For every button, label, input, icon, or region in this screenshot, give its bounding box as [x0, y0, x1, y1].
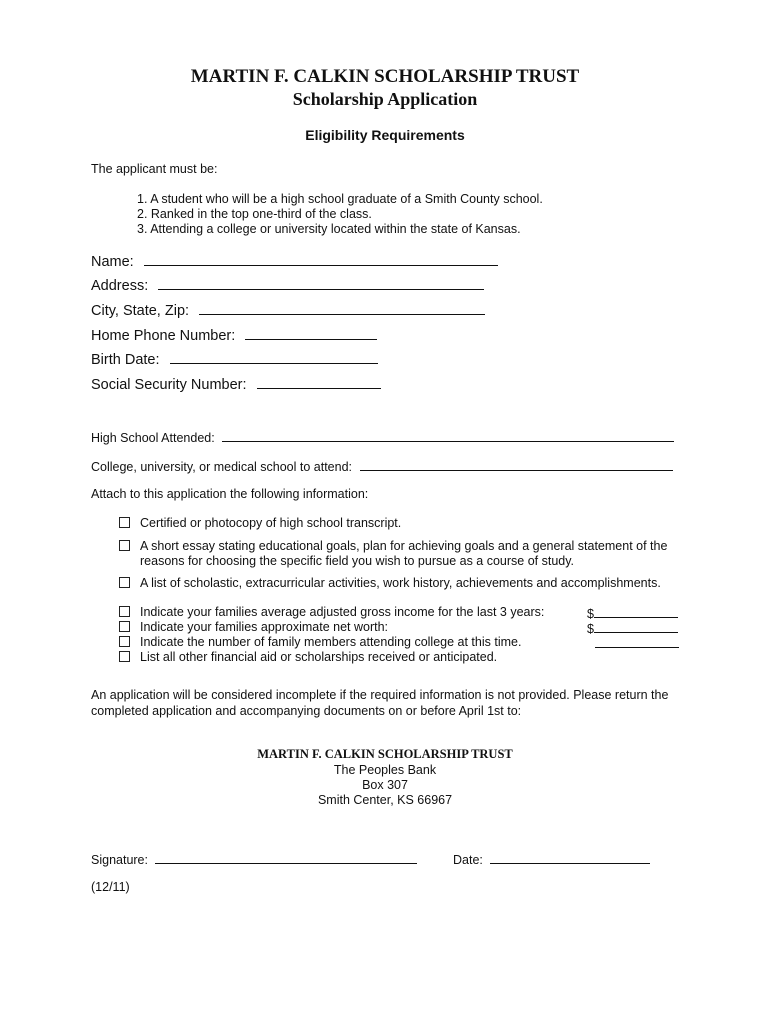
notice-line-1: An application will be considered incomplete if the required information is not provided. Please return the: [91, 688, 669, 702]
attach-intro: Attach to this application the following information:: [91, 487, 369, 501]
financial-item-label: Indicate the number of family members attending college at this time.: [140, 635, 522, 649]
income-amount-line[interactable]: [594, 605, 678, 618]
high-school-field[interactable]: [91, 429, 674, 445]
dollar-sign: $: [587, 622, 594, 636]
college-field[interactable]: [91, 458, 673, 474]
mail-bank: The Peoples Bank: [333, 763, 437, 777]
date-label: Date:: [453, 853, 483, 867]
city-label: City, State, Zip:: [91, 303, 190, 319]
date-field[interactable]: [453, 851, 650, 867]
checkbox-icon[interactable]: [119, 540, 130, 551]
high-school-label: High School Attended:: [91, 431, 215, 445]
attach-item-transcript: [119, 516, 401, 530]
attach-item-label: A short essay stating educational goals, plan for achieving goals and a general statement of the: [140, 539, 668, 553]
income-amount-field[interactable]: [587, 605, 678, 621]
ssn-label: Social Security Number:: [91, 377, 247, 393]
home-phone-label: Home Phone Number:: [91, 328, 236, 344]
revision-code: (12/11): [91, 880, 130, 894]
org-title: MARTIN F. CALKIN SCHOLARSHIP TRUST: [190, 66, 580, 87]
financial-item-income: [119, 605, 544, 619]
section-title: Eligibility Requirements: [305, 127, 465, 143]
college-label: College, university, or medical school to attend:: [91, 460, 353, 474]
date-line[interactable]: [490, 851, 650, 864]
financial-item-label: Indicate your families approximate net worth:: [140, 620, 389, 634]
ssn-line[interactable]: [257, 374, 381, 389]
home-phone-line[interactable]: [245, 325, 377, 340]
mail-box: Box 307: [362, 778, 408, 792]
dollar-sign: $: [587, 607, 594, 621]
signature-line[interactable]: [155, 851, 417, 864]
name-label: Name:: [91, 254, 134, 270]
financial-item-label: List all other financial aid or scholarships received or anticipated.: [140, 650, 498, 664]
networth-amount-field[interactable]: [587, 620, 678, 636]
attach-item-activities: [119, 576, 661, 590]
family-count-line[interactable]: [595, 635, 679, 648]
eligibility-item-1: 1. A student who will be a high school graduate of a Smith County school.: [137, 192, 543, 206]
family-count-field[interactable]: [595, 635, 679, 651]
signature-field[interactable]: [91, 851, 417, 867]
checkbox-icon[interactable]: [119, 517, 130, 528]
address-field[interactable]: [91, 275, 484, 294]
attach-item-label: Certified or photocopy of high school transcript.: [140, 516, 402, 530]
financial-item-family: [119, 635, 521, 649]
eligibility-item-2: 2. Ranked in the top one-third of the class.: [137, 207, 372, 221]
mail-org: MARTIN F. CALKIN SCHOLARSHIP TRUST: [257, 747, 513, 761]
birth-date-label: Birth Date:: [91, 352, 160, 368]
ssn-field[interactable]: [91, 374, 381, 393]
financial-item-networth: [119, 620, 388, 634]
address-label: Address:: [91, 278, 149, 294]
city-field[interactable]: [91, 300, 485, 319]
attach-item-essay-cont: reasons for choosing the specific field you wish to pursue as a course of study.: [140, 554, 575, 568]
high-school-line[interactable]: [222, 429, 674, 442]
signature-label: Signature:: [91, 853, 148, 867]
attach-item-label: A list of scholastic, extracurricular activities, work history, achievements and accomplishments.: [140, 576, 661, 590]
notice-line-2: completed application and accompanying documents on or before April 1st to:: [91, 704, 522, 718]
checkbox-icon[interactable]: [119, 651, 130, 662]
checkbox-icon[interactable]: [119, 636, 130, 647]
checkbox-icon[interactable]: [119, 577, 130, 588]
mail-city: Smith Center, KS 66967: [317, 793, 453, 807]
financial-item-aid: [119, 650, 497, 664]
name-line[interactable]: [144, 251, 498, 266]
birth-date-field[interactable]: [91, 349, 378, 368]
checkbox-icon[interactable]: [119, 606, 130, 617]
eligibility-item-3: 3. Attending a college or university located within the state of Kansas.: [137, 222, 521, 236]
networth-amount-line[interactable]: [594, 620, 678, 633]
name-field[interactable]: [91, 251, 498, 270]
checkbox-icon[interactable]: [119, 621, 130, 632]
birth-date-line[interactable]: [170, 349, 378, 364]
eligibility-intro: The applicant must be:: [91, 162, 218, 176]
college-line[interactable]: [360, 458, 673, 471]
address-line[interactable]: [158, 275, 484, 290]
city-line[interactable]: [199, 300, 485, 315]
form-title: Scholarship Application: [292, 89, 478, 109]
home-phone-field[interactable]: [91, 325, 377, 344]
attach-item-essay: [119, 539, 667, 553]
financial-item-label: Indicate your families average adjusted gross income for the last 3 years:: [140, 605, 545, 619]
